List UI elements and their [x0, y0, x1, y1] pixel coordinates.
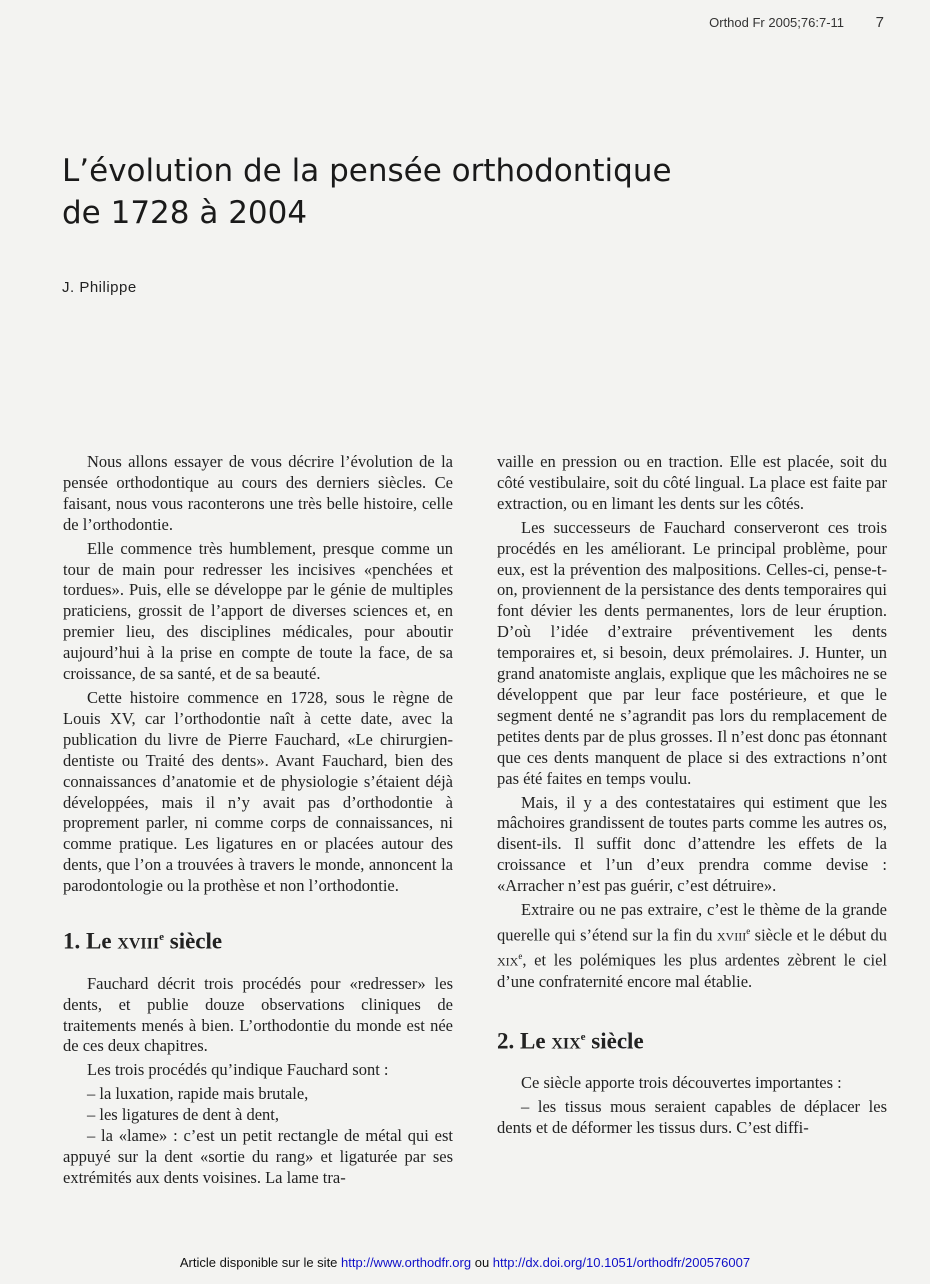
title-line-1: L’évolution de la pensée orthodontique	[62, 153, 672, 189]
author-name: J. Philippe	[62, 279, 137, 296]
footer	[0, 1255, 930, 1270]
article-title	[62, 150, 782, 234]
paragraph: Ce siècle apporte trois découvertes importantes :	[521, 1073, 842, 1093]
paragraph: Fauchard décrit trois procédés pour «redresser» les dents, et publie douze observations cliniques de traitements menés à bien. L’orthodontie du monde est née de ces deux chapitres.	[63, 973, 453, 1056]
section-heading-1: 1. Le xviii$^e$ siècle	[63, 928, 223, 954]
title-line-2: de 1728 à 2004	[62, 195, 308, 231]
right-column	[497, 452, 887, 1142]
footer-text: Article disponible sur le site	[179, 1255, 342, 1270]
author	[62, 279, 137, 296]
list-item: – la luxation, rapide mais brutale,	[87, 1084, 309, 1104]
list-item: – la «lame» : c’est un petit rectangle de métal qui est appuyé sur la dent «sortie du rang» et ligaturée par ses extrémités aux dents voisines. La lame tra-	[63, 1126, 453, 1187]
footer-text-or: ou	[471, 1255, 493, 1270]
running-head	[709, 14, 884, 31]
paragraph: Les successeurs de Fauchard conserveront ces trois procédés en les améliorant. Le principal problème, pour eux, est la prévention des malpositions. Celles-ci, pense-t-on, proviennent de la persistance des dents temporaires qui font dévier les dents permanentes, lors de leur éruption. D’où l’idée d’extraire préventivement les dents temporaires et, si besoin, deux prémolaires. J. Hunter, un grand anatomiste anglais, explique que les mâchoires ne se développent que par leur face postérieure, et que le segment denté ne s’agrandit pas lors du remplacement de petites dents par de plus grosses. Il n’est donc pas étonnant que ces dents manquent de place si des extractions n’ont pas été faites en temps voulu.	[497, 517, 887, 788]
site-link[interactable]: http://www.orthodfr.org	[341, 1255, 472, 1270]
paragraph: Cette histoire commence en 1728, sous le règne de Louis XV, car l’orthodontie naît à cette date, avec la publication du livre de Pierre Fauchard, «Le chirurgien-dentiste ou Traité des dents». Avant Fauchard, bien des connaissances d’anatomie et de physiologie s’étaient déjà développées, mais il n’y avait pas d’orthodontie à proprement parler, ni comme corps de connaissances, ni comme pratique. Les ligatures en or placées autour des dents, que l’on a trouvées à travers le monde, annoncent la parodontologie ou la prothèse et non l’orthodontie.	[63, 687, 453, 896]
paragraph: Les trois procédés qu’indique Fauchard sont :	[87, 1060, 389, 1080]
section-heading-2: 2. Le xix$^e$ siècle	[497, 1028, 644, 1054]
paragraph: – les tissus mous seraient capables de déplacer les dents et de déformer les tissus durs. C’est diffi-	[497, 1097, 887, 1138]
paragraph: Mais, il y a des contestataires qui estiment que les mâchoires grandissent de toutes parts comme les autres os, disent-ils. Il suffit donc d’attendre les effets de la croissance et l’un d’eux prendra comme devise : «Arracher n’est pas guérir, c’est détruire».	[497, 792, 887, 896]
page-number: 7	[875, 14, 884, 31]
doi-link[interactable]: http://dx.doi.org/10.1051/orthodfr/200576007	[492, 1255, 751, 1270]
paragraph-continuation: vaille en pression ou en traction. Elle est placée, soit du côté vestibulaire, soit du côté lingual. La place est faite par extraction, ou en limant les dents sur les côtés.	[497, 452, 887, 513]
list-item: – les ligatures de dent à dent,	[87, 1105, 279, 1125]
paragraph: Extraire ou ne pas extraire, c’est le thème de la grande querelle qui s’étend sur la fin du xviii$^e$ siècle et le début du xix$^e$, et les polémiques les plus ardentes zèbrent le ciel d’une confraternité encore mal établie.	[497, 900, 887, 991]
left-column	[63, 452, 453, 1189]
journal-citation: Orthod Fr 2005;76:7-11	[709, 15, 845, 30]
paragraph: Nous allons essayer de vous décrire l’évolution de la pensée orthodontique au cours des derniers siècles. Ce faisant, nous vous raconterons une très belle histoire, celle de l’orthodontie.	[63, 452, 453, 534]
paragraph: Elle commence très humblement, presque comme un tour de main pour redresser les incisives «penchées et tordues». Puis, elle se développe par le génie de multiples praticiens, grossit de l’apport de diverses sciences et, en premier lieu, des disciplines médicales, pour aboutir aujourd’hui à la prise en compte de toute la face, de sa croissance, de sa santé, et de sa beauté.	[63, 538, 453, 684]
